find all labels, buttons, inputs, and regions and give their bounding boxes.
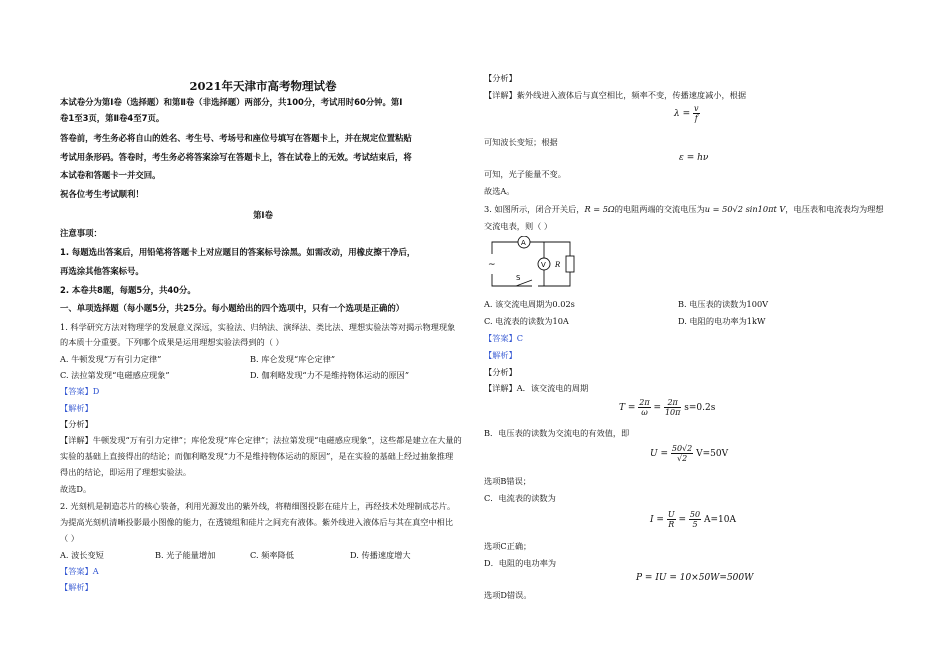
q2-stem-2: 为提高光刻机清晰投影最小图像的能力，在透镜组和硅片之间充有液体。紫外线进入液体后与其在真空中相比: [60, 517, 454, 527]
equation-power: P = IU = 10×50W=500W: [636, 573, 754, 583]
q2-analysis: 【解析】: [60, 582, 93, 592]
q1-option-d: D. 伽利略发现“力不是维持物体运动的原因”: [250, 370, 410, 380]
eq-u-rhs: V=50V: [696, 449, 729, 459]
eq1-den: f: [694, 114, 698, 123]
q1-option-a: A. 牛顿发现“万有引力定律”: [60, 354, 162, 364]
q3-d-wrong: 选项D错误。: [484, 590, 532, 600]
intro-line-4: 考试用条形码。答卷时，考生务必将答案涂写在答题卡上，答在试卷上的无效。考试结束后，将: [60, 152, 412, 162]
q3-detail-a: 【详解】A．该交流电的周期: [484, 383, 589, 393]
equation-voltage: [650, 444, 728, 463]
note-line-1: 1. 每题选出答案后，用铅笔将答题卡上对应题目的答案标号涂黑。如需改动，用橡皮擦干净后，: [60, 247, 416, 257]
q3-d-text: D．电阻的电功率为: [484, 558, 557, 568]
q2-text-2: 可知波长变短；根据: [484, 137, 558, 147]
q1-detail-1: 【详解】牛顿发现“万有引力定律”；库伦发现“库仑定律”；法拉第发现“电磁感应现象”，这些都是建立在大量的: [60, 435, 462, 445]
eq-u-frac: [671, 444, 693, 463]
notes-title: 注意事项：: [60, 228, 102, 238]
eq-t-rhs: s=0.2s: [684, 403, 716, 413]
q2-fenxi: 【分析】: [484, 73, 517, 83]
q2-option-c: C. 频率降低: [250, 550, 294, 560]
q3-stem-2: 交流电表，则（ ）: [484, 221, 553, 231]
q1-analysis: 【解析】: [60, 403, 93, 413]
q2-answer: 【答案】A: [60, 566, 99, 576]
eq-i-rhs: A=10A: [703, 515, 736, 525]
q3-analysis: 【解析】: [484, 350, 517, 360]
q3-c-text: C．电流表的读数为: [484, 493, 556, 503]
voltmeter-label: V: [541, 261, 546, 269]
q1-detail-3: 得出的结论，即运用了理想实验法。: [60, 467, 192, 477]
resistor-symbol: [566, 256, 574, 272]
resistor-label: R: [555, 261, 561, 269]
circuit-diagram: [486, 236, 576, 292]
exam-title: 2021年天津市高考物理试卷: [189, 79, 337, 93]
eq-u-den: √2: [676, 454, 688, 463]
q2-text-3: 可知，光子能量不变。: [484, 169, 566, 179]
q1-option-c: C. 法拉第发现“电磁感应现象”: [60, 370, 170, 380]
intro-line-6: 祝各位考生考试顺利！: [60, 189, 144, 199]
eq-i-frac-2: [689, 510, 701, 529]
note-line-2: 再选涂其他答案标号。: [60, 266, 144, 276]
q3-option-d: D. 电阻的电功率为1kW: [678, 316, 766, 326]
q3-option-c: C. 电流表的读数为10A: [484, 316, 569, 326]
q3-stem-u: u = 50√2 sin10πt V: [704, 204, 786, 214]
q1-fenxi: 【分析】: [60, 419, 93, 429]
q1-detail-2: 实验的基础上直接得出的结论；而伽利略发现“力不是维持物体运动的原因”，是在实验的基础上经过抽象推理: [60, 451, 454, 461]
q2-option-d: D. 传播速度增大: [350, 550, 411, 560]
q1-conclusion: 故选D。: [60, 484, 92, 494]
switch-label: S: [516, 274, 521, 282]
eq-t-lhs: T =: [619, 403, 636, 413]
q3-c-right: 选项C正确；: [484, 541, 532, 551]
eq1-num: v: [693, 104, 699, 113]
q1-stem-2: 的本质十分重要。下列哪个成果是运用理想实验法得到的（ ）: [60, 337, 284, 347]
q3-option-a: A. 该交流电周期为0.02s: [484, 299, 575, 309]
eq-u-num: 50√2: [671, 444, 693, 453]
eq-i-frac-1: [667, 510, 676, 529]
section-heading: 第Ⅰ卷: [253, 210, 273, 220]
q1-answer: 【答案】D: [60, 386, 100, 396]
q3-b-wrong: 选项B错误；: [484, 476, 531, 486]
q2-detail-1: 【详解】紫外线进入液体后与真空相比，频率不变，传播速度减小，根据: [484, 90, 747, 100]
eq-t-n2: 2π: [664, 398, 681, 408]
eq-t-n1: 2π: [639, 398, 650, 407]
intro-line-2: 卷1至3页，第Ⅱ卷4至7页。: [60, 113, 165, 123]
q3-b-text: B．电压表的读数为交流电的有效值，即: [484, 428, 630, 438]
intro-line-1: 本试卷分为第Ⅰ卷（选择题）和第Ⅱ卷（非选择题）两部分，共100分，考试用时60分钟。第Ⅰ: [60, 97, 403, 107]
eq-u-lhs: U =: [650, 449, 668, 459]
q3-answer: 【答案】C: [484, 333, 524, 343]
q1-stem-1: 1. 科学研究方法对物理学的发展意义深远，实验法、归纳法、演绎法、类比法、理想实验法等对揭示物理现象: [60, 322, 456, 332]
q2-option-b: B. 光子能量增加: [155, 550, 216, 560]
note-line-3: 2. 本卷共8题，每题5分，共40分。: [60, 285, 196, 295]
eq-t-d1: ω: [641, 408, 648, 417]
eq1-lhs: λ =: [674, 109, 691, 119]
q3-fenxi: 【分析】: [484, 367, 517, 377]
eq-i-lhs: I =: [650, 515, 664, 525]
q3-stem-mid: 的电阻两端的交流电压为: [614, 204, 705, 214]
q3-stem-r: R = 5Ω: [584, 204, 615, 214]
q2-stem-3: （ ）: [60, 533, 79, 543]
eq-i-n2: 50: [689, 510, 701, 519]
q1-option-b: B. 库仑发现“库仑定律”: [250, 354, 336, 364]
intro-line-5: 本试卷和答题卡一并交回。: [60, 170, 161, 180]
eq-t-frac-1: [638, 398, 650, 417]
eq-i-n1: U: [667, 510, 675, 519]
eq1-fraction: [693, 104, 700, 123]
equation-photon-energy: ε = hν: [679, 153, 709, 163]
part-header: 一、单项选择题（每小题5分，共25分。每小题给出的四个选项中，只有一个选项是正确的）: [60, 303, 405, 313]
q2-stem-1: 2. 光刻机是制造芯片的核心装备，利用光源发出的紫外线，将精细图投影在硅片上，再经技术处理制成芯片。: [60, 501, 456, 511]
intro-line-3: 答卷前，考生务必将自山的姓名、考生号、考场号和座位号填写在答题卡上，并在规定位置粘贴: [60, 133, 412, 143]
q3-option-b: B. 电压表的读数为100V: [678, 299, 769, 309]
q2-conclusion: 故选A。: [484, 186, 515, 196]
q3-stem-prefix: 3. 如图所示，闭合开关后，: [484, 204, 585, 214]
eq-t-d2: 10π: [664, 408, 681, 417]
equation-period: [619, 398, 715, 417]
equation-wavelength: [674, 104, 700, 123]
q2-option-a: A. 波长变短: [60, 550, 104, 560]
q3-stem-suffix: ，电压表和电流表均为理想: [785, 204, 884, 214]
q3-stem-1: [484, 204, 884, 215]
ammeter-label: A: [521, 239, 526, 247]
eq-t-mid: =: [653, 403, 662, 413]
eq-i-d1: R: [668, 520, 675, 529]
eq-i-d2: 5: [692, 520, 698, 529]
eq-i-mid: =: [678, 515, 687, 525]
equation-current: [650, 510, 736, 529]
eq-t-frac-2: [664, 398, 681, 417]
source-label: ~: [488, 260, 496, 270]
